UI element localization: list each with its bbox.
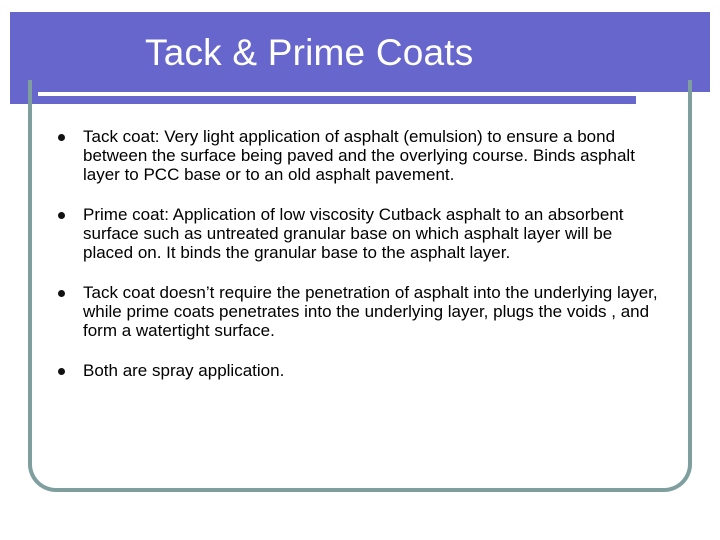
bullet-text: Tack coat: Very light application of asphalt (emulsion) to ensure a bond between the surface being paved and the overlying course. Binds asphalt layer to PCC base or to an old asphalt pavement. [83,127,635,184]
bullet-item-spray-application [56,361,666,380]
bullet-text: Tack coat doesn’t require the penetration of asphalt into the underlying layer, while prime coats penetrates into the underlying layer, plugs the voids , and form a watertight surface. [83,283,658,340]
bullet-dot-icon [58,212,65,219]
bullet-text: Prime coat: Application of low viscosity Cutback asphalt to an absorbent surface such as untreated granular base on which asphalt layer will be placed on. It binds the granular base to the asphalt layer. [83,205,624,262]
bullet-text: Both are spray application. [83,361,285,380]
bullet-dot-icon [58,290,65,297]
bullet-dot-icon [58,134,65,141]
bullet-dot-icon [58,368,65,375]
bullet-item-tack-coat [56,127,666,184]
slide-title: Tack & Prime Coats [145,32,474,73]
bullet-item-penetration [56,283,666,340]
bullet-list [56,127,666,401]
bullet-item-prime-coat [56,205,666,262]
